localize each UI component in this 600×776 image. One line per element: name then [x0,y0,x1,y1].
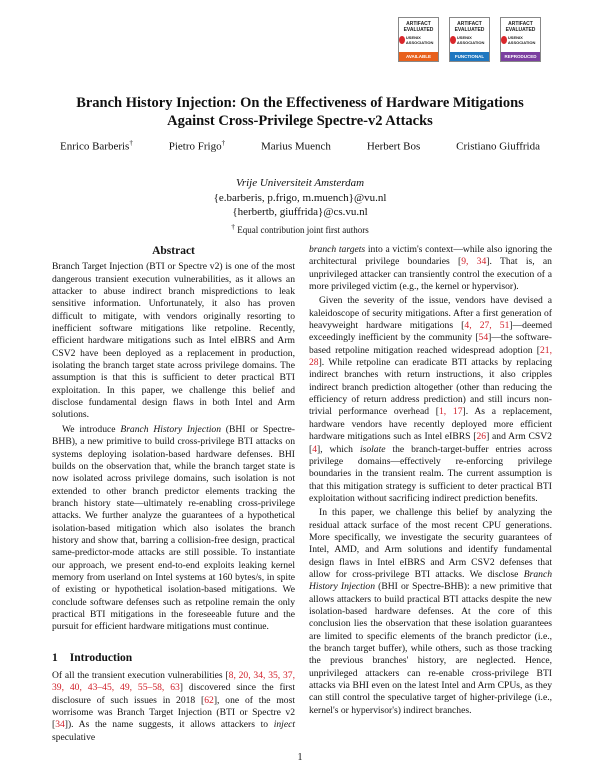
usenix-logo-icon [399,36,405,44]
author [456,139,540,153]
emphasis-text: branch targets [309,244,366,255]
author [169,139,225,153]
badge-label: AVAILABLE [399,52,438,61]
text-run: ]). As the name suggests, it allows attackers to [64,719,274,731]
text-run: ], which [317,443,360,455]
author-name: Marius Muench [260,140,331,153]
text-run: ] and Arm CSV2 [ [309,431,552,455]
introduction-body [52,670,295,744]
abstract-body [52,261,295,633]
author-mark: † [129,139,133,147]
author-name: Herbert Bos [366,140,421,153]
emphasis-text: Branch History Injection [120,423,221,435]
artifact-badges [398,17,541,62]
citation-link[interactable]: 9, 34 [461,256,487,268]
usenix-logo [450,35,489,45]
badge-title [404,21,434,33]
text-run: speculative [52,731,96,743]
left-column [52,245,295,744]
text-run: Of all the transient execution vulnerabilities [ [52,670,229,681]
text-run: the branch-target-buffer entries across privilege domains—effectively re-enforcing privilege boundaries in the transient realm. The current assumption is that this mitigation strategy is sufficient to deter practical BTI exploitation without sacrificing indirect prediction benefits. [309,443,552,504]
artifact-badge-reproduced [500,17,541,62]
artifact-badge-functional [449,17,490,62]
email-line-1: {e.barberis, p.frigo, m.muench}@vu.nl [213,191,387,204]
paragraph [52,670,295,744]
paragraph [309,244,552,293]
badge-line2: EVALUATED [454,27,485,33]
citation-link[interactable]: 21, 28 [309,344,552,369]
badge-label: FUNCTIONAL [450,52,489,61]
usenix-org: USENIX ASSOCIATION [405,35,434,45]
text-run: We introduce [62,423,121,435]
usenix-org: USENIX ASSOCIATION [507,35,536,45]
affiliation [0,176,600,220]
usenix-logo [399,35,438,45]
author-name: Cristiano Giuffrida [456,140,540,153]
citation-link[interactable]: 54 [478,332,489,344]
citation-link[interactable]: 1, 17 [438,406,463,418]
section-title: Introduction [69,651,133,664]
page-number: 1 [297,752,303,763]
author [367,139,420,153]
artifact-badge-available [398,17,439,62]
text-run: ] discovered since the first disclosure of such issues in 2018 [ [52,682,296,706]
paper-title [0,94,600,130]
citation-link[interactable]: 8, 20, 34, 35, 37, 39, 40, 43–45, 49, 55–58, 63 [52,670,295,694]
badge-title [455,21,485,33]
citation-link[interactable]: 62 [204,694,214,706]
emphasis-text: Branch History Injection [309,568,552,593]
text-run: (BHI or Spectre-BHB): a new primitive that allows attackers to build practical BTI attacks despite the new isolation-based hardware defenses. At the core of this conclusion lies the observation that these isolation guarantees are limited to specific elements of the branch predictor (i.e., the branch target buffer), while others, such as those tracking the previous branches' history, are neglected. Hence, unprivileged attackers can re-enable cross-privilege BTI attacks via BHI even on the latest Intel and Arm CPUs, as they can still control the speculative target of higher-privilege (i.e., kernel's or hypervisor's) indirect branches. [309,581,552,716]
text-run: (BHI or Spectre-BHB), a new primitive to build cross-privilege BTI attacks on systems deploying isolation-based hardware defenses. BHI builds on the observation that, while the branch target state is now isolated across privilege domains, such isolation is not extended to other branch predictor elements tracking the branch history state—ultimately re-enabling cross-privilege attacks. We further analyze the guarantees of a hypothetical isolation-based mitigation which also isolates the branch history and show that, barring a collision-free design, practical same-predictor-mode attacks are still possible. To instantiate our approach, we present end-to-end exploits leaking kernel memory from userland on Intel systems at 160 bytes/s, in spite of existing or hypothetical isolation-based mitigations. We conclude software defenses such as retpoline remain the only practical BTI mitigations in the foreseeable future and the pursuit for efficient hardware mitigations must continue. [52,423,295,633]
text-run: ]. That is, an unprivileged attacker can transiently control the execution of a more privileged victim (e.g., the kernel or hypervisor). [309,256,552,293]
author-name: Enrico Barberis [60,140,130,153]
paragraph [52,424,295,634]
text-run: into a victim's context—while also ignoring the architectural privilege boundaries [ [309,244,553,268]
badge-line2: EVALUATED [505,27,536,33]
section-heading-introduction [52,652,295,664]
text-run: ]—deemed exceedingly inefficient by the community [ [309,320,552,344]
title-line-1: Branch History Injection: On the Effectiveness of Hardware Mitigations [76,95,524,111]
footnote-text: Equal contribution joint first authors [235,225,369,235]
citation-link[interactable]: 4, 27, 51 [464,320,510,332]
text-run: ], one of the most worrisome was Branch Target Injection (BTI or Spectre v2 [ [52,694,295,731]
badge-line1: ARTIFACT [508,21,533,27]
emphasis-text: isolate [359,443,386,455]
text-run: ]. While retpoline can eradicate BTI attacks by replacing indirect branches with return instructions, it also cripples indirect branch prediction altogether (other than reducing the efficiency of return address prediction) and still incurs non-trivial performance overhead [ [309,357,552,418]
institution: Vrije Universiteit Amsterdam [235,177,365,189]
dagger-mark: † [231,222,235,231]
usenix-logo-icon [450,36,456,44]
paragraph [309,295,552,505]
email-line-2: {herbertb, giuffrida}@cs.vu.nl [232,206,368,218]
author [60,139,133,153]
right-column [309,244,552,717]
citation-link[interactable]: 4 [312,443,317,455]
citation-link[interactable]: 26 [476,431,487,443]
text-run: Branch Target Injection (BTI or Spectre v2) is one of the most dangerous transient execution vulnerabilities, as it allows an attacker to abuse indirect branch mispredictions to leak sensitive information. Unfortunately, it also has proven difficult to mitigate, with vendors originally resorting to inefficient software mitigations like retpoline. Recently, efficient hardware mitigations such as Intel eIBRS and Arm CSV2 have been deployed as a replacement in production, isolating the branch target state across privilege domains. The assumption is that this is sufficient to deter practical BTI exploitation. In this paper, we challenge this belief and disclose fundamental design flaws in both Intel and Arm solutions. [52,261,295,421]
author-mark: † [221,139,226,147]
title-line-2: Against Cross-Privilege Spectre-v2 Attacks [167,113,433,129]
badge-label: REPRODUCED [501,52,540,61]
badge-line1: ARTIFACT [457,21,482,27]
badge-line1: ARTIFACT [406,21,431,27]
usenix-logo [501,35,540,45]
citation-link[interactable]: 34 [55,719,65,731]
text-run: In this paper, we challenge this belief by analyzing the residual attack surface of the most recent CPU generations. More specifically, we investigate the security guarantees of Intel, AMD, and Arm solutions and identify fundamental design flaws in Intel eIBRS and Arm CSV2 defenses that allow for cross-privilege BTI attacks. We disclose [309,507,552,580]
usenix-logo-icon [501,36,507,44]
text-run: ]—the software-based retpoline mitigation reached widespread adoption [ [309,332,553,356]
usenix-org: USENIX ASSOCIATION [456,35,485,45]
paragraph [309,507,552,717]
emphasis-text: inject [273,719,295,731]
author-name: Pietro Frigo [168,140,222,153]
author [261,139,331,153]
badge-title [506,21,536,33]
author-list [60,139,540,153]
introduction-continued [309,244,552,717]
text-run: Given the severity of the issue, vendors have devised a kaleidoscope of security mitigations. After a first generation of heavyweight hardware mitigations [ [309,295,552,332]
equal-contribution-footnote [0,222,600,235]
section-number: 1 [52,651,58,664]
text-run: ]. As a replacement, hardware vendors have recently deployed more efficient hardware mitigations such as Intel eIBRS [ [309,406,553,443]
badge-line2: EVALUATED [403,27,434,33]
paragraph [52,261,295,421]
abstract-heading: Abstract [152,245,195,257]
